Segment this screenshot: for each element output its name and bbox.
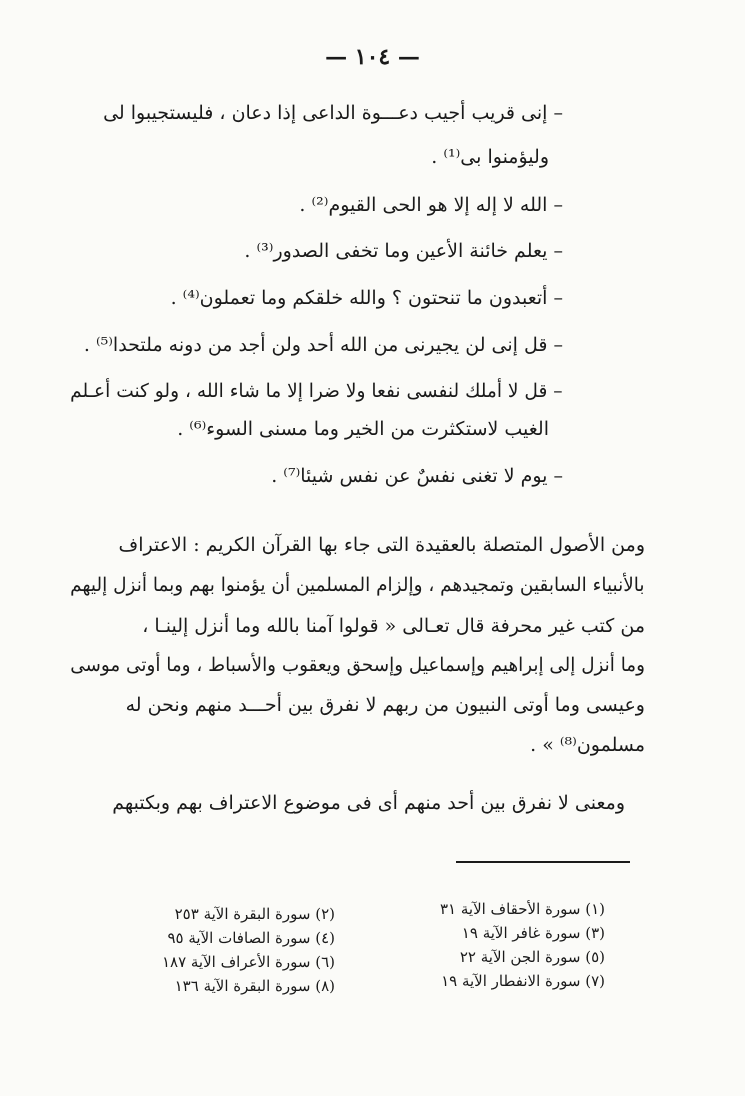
footnote: (٢) سورة البقرة الآية ٢٥٣ (174, 905, 335, 923)
footnote: (٧) سورة الانفطار الآية ١٩ (441, 972, 605, 990)
verse-line: الغيب لاستكثرت من الخير وما مسنى السوء⁽⁶⁾ . (177, 418, 549, 440)
page-number: — ١٠٤ — (325, 44, 420, 70)
footnote: (٨) سورة البقرة الآية ١٣٦ (174, 977, 335, 995)
footnote-separator (456, 861, 630, 863)
paragraph-line: مسلمون⁽⁸⁾ » . (530, 734, 645, 756)
verse-line: – يوم لا تغنى نفسٌ عن نفس شيئا⁽⁷⁾ . (271, 465, 563, 487)
verse-line: – قل إنى لن يجيرنى من الله أحد ولن أجد من دونه ملتحدا⁽⁵⁾ . (83, 334, 563, 356)
footnote: (٤) سورة الصافات الآية ٩٥ (167, 929, 335, 947)
footnote: (١) سورة الأحقاف الآية ٣١ (439, 900, 605, 918)
verse-line: – قل لا أملك لنفسى نفعا ولا ضرا إلا ما شاء الله ، ولو كنت أعـلم (70, 380, 563, 402)
paragraph-line: ومن الأصول المتصلة بالعقيدة التى جاء بها القرآن الكريم : الاعتراف (118, 534, 645, 556)
paragraph-line: وعيسى وما أوتى النبيون من ربهم لا نفرق بين أحـــد منهم ونحن له (125, 694, 645, 716)
footnote: (٦) سورة الأعراف الآية ١٨٧ (161, 953, 335, 971)
footnote: (٥) سورة الجن الآية ٢٢ (459, 948, 605, 966)
footnote: (٣) سورة غافر الآية ١٩ (461, 924, 605, 942)
verse-line: وليؤمنوا بى⁽¹⁾ . (431, 146, 549, 168)
paragraph-line: بالأنبياء السابقين وتمجيدهم ، وإلزام المسلمين أن يؤمنوا بهم وبما أنزل إليهم (70, 574, 645, 596)
paragraph-line: وما أنزل إلى إبراهيم وإسماعيل وإسحق ويعقوب والأسباط ، وما أوتى موسى (70, 654, 645, 676)
verse-line: – الله لا إله إلا هو الحى القيوم⁽²⁾ . (299, 194, 563, 216)
paragraph-line: من كتب غير محرفة قال تعـالى « قولوا آمنا بالله وما أنزل إلينـا ، (142, 615, 645, 637)
verse-line: – أتعبدون ما تنحتون ؟ والله خلقكم وما تعملون⁽⁴⁾ . (170, 287, 563, 309)
paragraph-meaning: ومعنى لا نفرق بين أحد منهم أى فى موضوع الاعتراف بهم وبكتبهم (112, 792, 625, 814)
verse-line: – يعلم خائنة الأعين وما تخفى الصدور⁽³⁾ . (244, 240, 563, 262)
verse-line: – إنى قريب أجيب دعـــوة الداعى إذا دعان ، فليستجيبوا لى (103, 102, 563, 124)
